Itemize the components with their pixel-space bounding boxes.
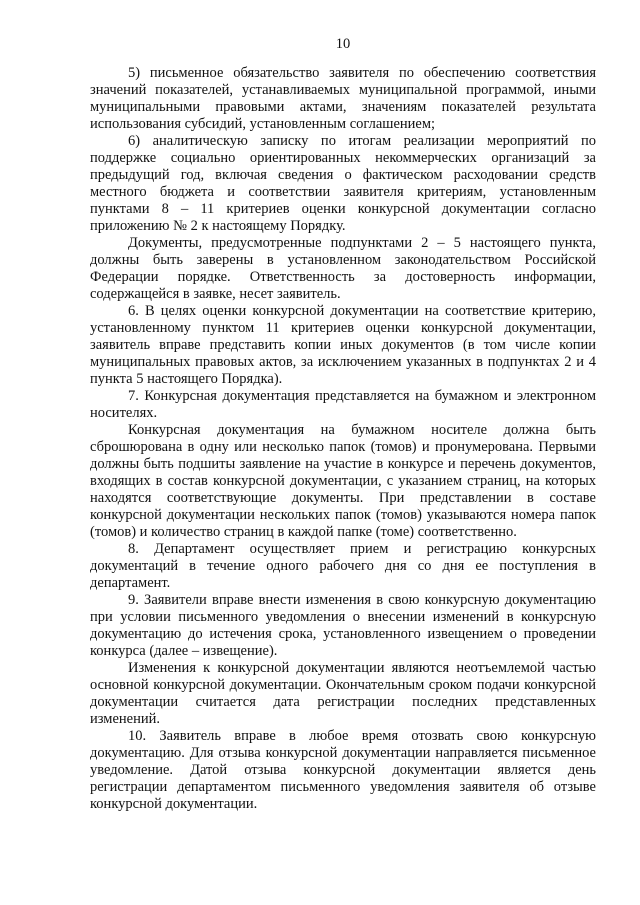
paragraph-paper-documentation: Конкурсная документация на бумажном носителе должна быть сброшюрована в одну или несколько папок (томов) и пронумерована. Первыми должны быть подшиты заявление на участие в конкурсе и перечень документов, входящих в состав конкурсной документации, с указанием страниц, на которых находятся соответствующие документы. При представлении в составе конкурсной документации нескольких папок (томов) указываются номера папок (томов) и количество страниц в каждой папке (томе) соответственно. <box>90 422 596 540</box>
paragraph-point-6: 6. В целях оценки конкурсной документации на соответствие критерию, установленному пунктом 11 критериев оценки конкурсной документации, заявитель вправе представить копии иных документов (в том числе копии муниципальных правовых актов, за исключением указанных в подпунктах 2 и 4 пункта 5 настоящего Порядка). <box>90 303 596 387</box>
page-number: 10 <box>335 36 351 52</box>
paragraph-point-8: 8. Департамент осуществляет прием и регистрацию конкурсных документаций в течение одного рабочего дня со дня ее поступления в департамент. <box>90 541 596 591</box>
paragraph-item-6-analytic-note: 6) аналитическую записку по итогам реализации мероприятий по поддержке социально ориентированных некоммерческих организаций за предыдущий год, включая сведения о фактическом расходовании средств местного бюджета и соответствии заявителя критериям, установленным пунктами 8 – 11 критериев оценки конкурсной документации согласно приложению № 2 к настоящему Порядку. <box>90 133 596 234</box>
paragraph-item-5-obligation: 5) письменное обязательство заявителя по обеспечению соответствия значений показателей, устанавливаемых муниципальной программой, иными муниципальными правовыми актами, значениям показателей результата использования субсидий, установленным соглашением; <box>90 65 596 132</box>
paragraph-point-10: 10. Заявитель вправе в любое время отозвать свою конкурсную документацию. Для отзыва конкурсной документации направляется письменное уведомление. Датой отзыва конкурсной документации является день регистрации департаментом письменного уведомления заявителя об отзыве конкурсной документации. <box>90 728 596 812</box>
paragraph-point-9: 9. Заявители вправе внести изменения в свою конкурсную документацию при условии письменного уведомления о внесении изменений в конкурсную документацию до истечения срока, установленного извещением о проведении конкурса (далее – извещение). <box>90 592 596 659</box>
paragraph-point-7: 7. Конкурсная документация представляется на бумажном и электронном носителях. <box>90 388 596 421</box>
paragraph-changes: Изменения к конкурсной документации являются неотъемлемой частью основной конкурсной документации. Окончательным сроком подачи конкурсной документации считается дата регистрации последних представленных изменений. <box>90 660 596 727</box>
document-page <box>90 36 596 813</box>
paragraph-documents-certification: Документы, предусмотренные подпунктами 2 – 5 настоящего пункта, должны быть заверены в установленном законодательством Российской Федерации порядке. Ответственность за достоверность информации, содержащейся в заявке, несет заявитель. <box>90 235 596 302</box>
